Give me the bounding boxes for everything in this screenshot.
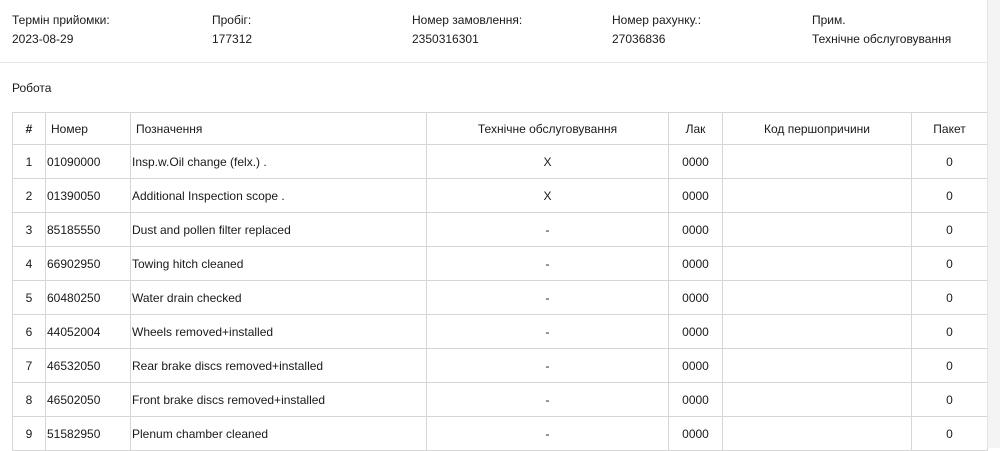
row-number: 01090000 xyxy=(46,145,131,179)
field-value: 2350316301 xyxy=(412,32,479,46)
column-header-root-cause-code[interactable]: Код першопричини xyxy=(723,113,912,145)
field-note xyxy=(812,13,951,46)
field-label: Термін прийомки: xyxy=(12,13,110,27)
table-row[interactable] xyxy=(13,213,988,247)
row-designation: Front brake discs removed+installed xyxy=(131,383,427,417)
row-lak: 0000 xyxy=(669,281,723,315)
row-lak: 0000 xyxy=(669,383,723,417)
table-row[interactable] xyxy=(13,281,988,315)
row-designation: Dust and pollen filter replaced xyxy=(131,213,427,247)
row-designation: Water drain checked xyxy=(131,281,427,315)
table-row[interactable] xyxy=(13,145,988,179)
row-service-flag: X xyxy=(427,145,669,179)
row-service-flag: - xyxy=(427,213,669,247)
row-lak: 0000 xyxy=(669,349,723,383)
row-root-cause-code xyxy=(723,213,912,247)
row-root-cause-code xyxy=(723,281,912,315)
field-value: 27036836 xyxy=(612,32,666,46)
row-service-flag: - xyxy=(427,417,669,451)
field-acceptance-date xyxy=(12,13,110,46)
row-lak: 0000 xyxy=(669,315,723,349)
table-row[interactable] xyxy=(13,247,988,281)
column-header-number[interactable]: Номер xyxy=(46,113,131,145)
field-label: Пробіг: xyxy=(212,13,252,27)
row-root-cause-code xyxy=(723,315,912,349)
row-index: 1 xyxy=(13,145,46,179)
table-header-row xyxy=(13,113,988,145)
table-row[interactable] xyxy=(13,349,988,383)
row-root-cause-code xyxy=(723,349,912,383)
row-package: 0 xyxy=(912,145,988,179)
table-row[interactable] xyxy=(13,417,988,451)
row-number: 51582950 xyxy=(46,417,131,451)
row-number: 60480250 xyxy=(46,281,131,315)
row-index: 7 xyxy=(13,349,46,383)
row-package: 0 xyxy=(912,247,988,281)
row-service-flag: - xyxy=(427,349,669,383)
row-index: 4 xyxy=(13,247,46,281)
row-designation: Plenum chamber cleaned xyxy=(131,417,427,451)
work-section-title: Робота xyxy=(12,81,52,95)
row-index: 5 xyxy=(13,281,46,315)
row-number: 46532050 xyxy=(46,349,131,383)
row-root-cause-code xyxy=(723,145,912,179)
row-root-cause-code xyxy=(723,417,912,451)
row-designation: Rear brake discs removed+installed xyxy=(131,349,427,383)
row-number: 66902950 xyxy=(46,247,131,281)
row-service-flag: - xyxy=(427,281,669,315)
field-label: Номер рахунку.: xyxy=(612,13,702,27)
column-header-service[interactable]: Технічне обслуговування xyxy=(427,113,669,145)
row-lak: 0000 xyxy=(669,417,723,451)
row-number: 44052004 xyxy=(46,315,131,349)
row-lak: 0000 xyxy=(669,145,723,179)
order-header xyxy=(0,0,988,63)
row-designation: Additional Inspection scope . xyxy=(131,179,427,213)
vertical-scrollbar[interactable] xyxy=(987,0,1000,448)
row-lak: 0000 xyxy=(669,213,723,247)
row-index: 8 xyxy=(13,383,46,417)
row-service-flag: - xyxy=(427,383,669,417)
row-package: 0 xyxy=(912,179,988,213)
row-package: 0 xyxy=(912,213,988,247)
row-designation: Insp.w.Oil change (felx.) . xyxy=(131,145,427,179)
field-value: 2023-08-29 xyxy=(12,32,74,46)
row-package: 0 xyxy=(912,349,988,383)
row-number: 46502050 xyxy=(46,383,131,417)
row-root-cause-code xyxy=(723,179,912,213)
row-index: 3 xyxy=(13,213,46,247)
row-root-cause-code xyxy=(723,247,912,281)
field-mileage xyxy=(212,13,252,46)
field-value: 177312 xyxy=(212,32,253,46)
row-number: 01390050 xyxy=(46,179,131,213)
column-header-package[interactable]: Пакет xyxy=(912,113,988,145)
row-lak: 0000 xyxy=(669,179,723,213)
row-index: 9 xyxy=(13,417,46,451)
row-designation: Towing hitch cleaned xyxy=(131,247,427,281)
field-label: Прим. xyxy=(812,13,846,27)
row-service-flag: - xyxy=(427,247,669,281)
row-package: 0 xyxy=(912,383,988,417)
row-service-flag: X xyxy=(427,179,669,213)
row-package: 0 xyxy=(912,315,988,349)
field-order-number xyxy=(412,13,522,46)
column-header-lak[interactable]: Лак xyxy=(669,113,723,145)
field-invoice-number xyxy=(612,13,701,46)
row-package: 0 xyxy=(912,417,988,451)
field-label: Номер замовлення: xyxy=(412,13,523,27)
row-lak: 0000 xyxy=(669,247,723,281)
row-package: 0 xyxy=(912,281,988,315)
work-table xyxy=(12,112,988,451)
field-value: Технічне обслуговування xyxy=(812,32,952,46)
table-row[interactable] xyxy=(13,383,988,417)
row-service-flag: - xyxy=(427,315,669,349)
column-header-index[interactable]: # xyxy=(13,113,46,145)
row-index: 2 xyxy=(13,179,46,213)
table-row[interactable] xyxy=(13,179,988,213)
column-header-designation[interactable]: Позначення xyxy=(131,113,427,145)
row-number: 85185550 xyxy=(46,213,131,247)
row-index: 6 xyxy=(13,315,46,349)
row-root-cause-code xyxy=(723,383,912,417)
row-designation: Wheels removed+installed xyxy=(131,315,427,349)
table-row[interactable] xyxy=(13,315,988,349)
